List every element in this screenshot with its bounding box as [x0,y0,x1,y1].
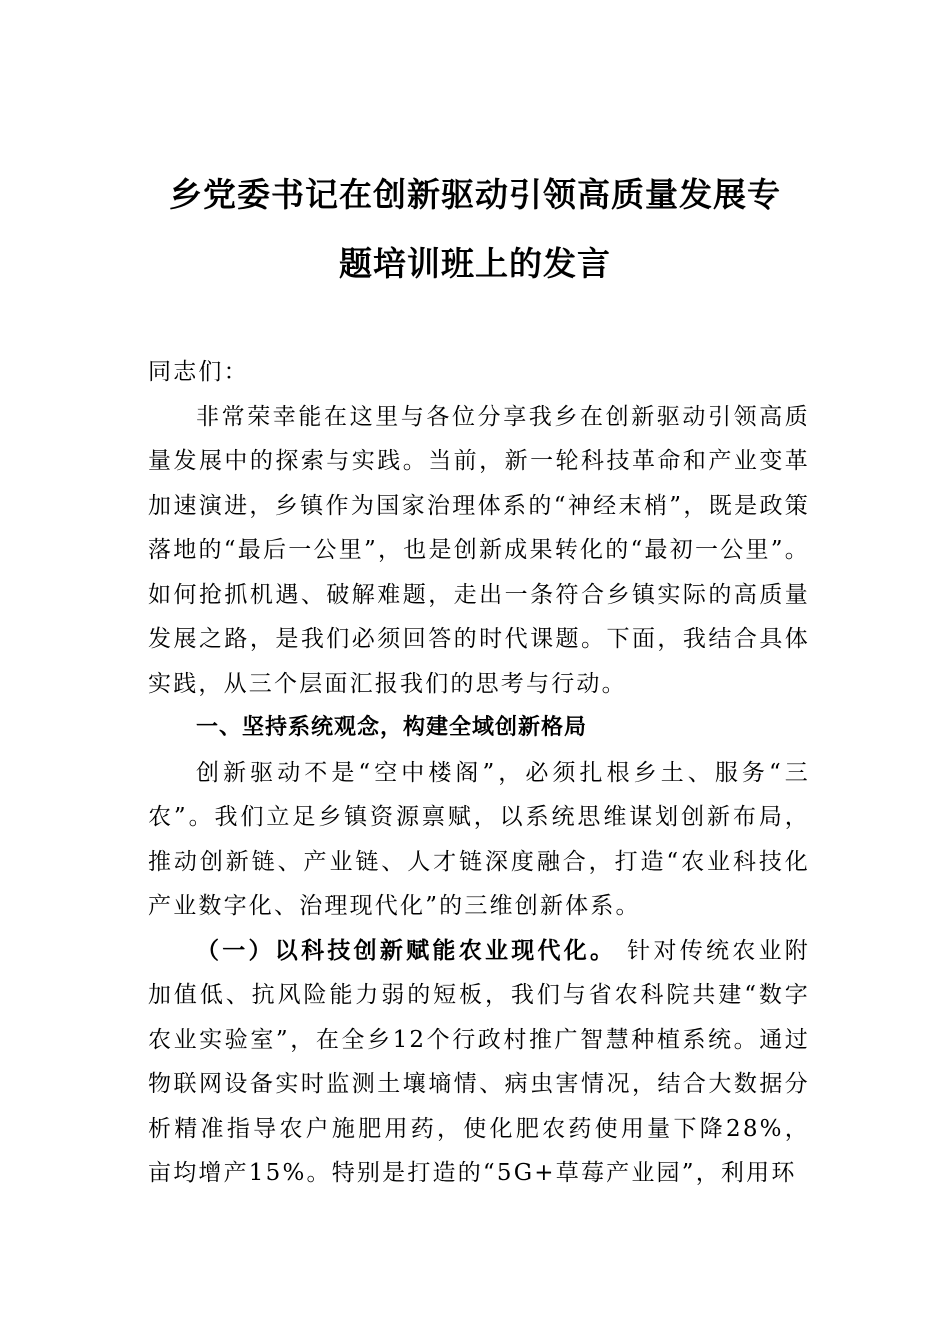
document-title-line-2: 题培训班上的发言 [339,244,611,283]
document-title-line-1: 乡党委书记在创新驱动引领高质量发展专 [169,175,781,214]
subsection-1-paragraph [148,929,810,1196]
intro-paragraph: 非常荣幸能在这里与各位分享我乡在创新驱动引领高质量发展中的探索与实践。当前，新一轮科技革命和产业变革加速演进，乡镇作为国家治理体系的“神经末梢”，既是政策落地的“最后一公里”，也是创新成果转化的“最初一公里”。如何抢抓机遇、破解难题，走出一条符合乡镇实际的高质量发展之路，是我们必须回答的时代课题。下面，我结合具体实践，从三个层面汇报我们的思考与行动。 [148,403,810,697]
subsection-1-heading: （一）以科技创新赋能农业现代化。 [196,936,617,964]
document-body [148,350,810,1196]
subsection-1-text: 针对传统农业附加值低、抗风险能力弱的短板，我们与省农科院共建“数字农业实验室”，在全乡12个行政村推广智慧种植系统。通过物联网设备实时监测土壤墒情、病虫害情况，结合大数据分析精准指导农户施肥用药，使化肥农药使用量下降28%，亩均增产15%。特别是打造的“5G+草莓产业园”，利用环 [148,937,810,1186]
salutation: 同志们： [148,359,249,385]
section-1-heading: 一、坚持系统观念，构建全域创新格局 [196,715,588,740]
section-1-paragraph: 创新驱动不是“空中楼阁”，必须扎根乡土、服务“三农”。我们立足乡镇资源禀赋，以系统思维谋划创新布局，推动创新链、产业链、人才链深度融合，打造“农业科技化产业数字化、治理现代化”的三维创新体系。 [148,759,810,919]
